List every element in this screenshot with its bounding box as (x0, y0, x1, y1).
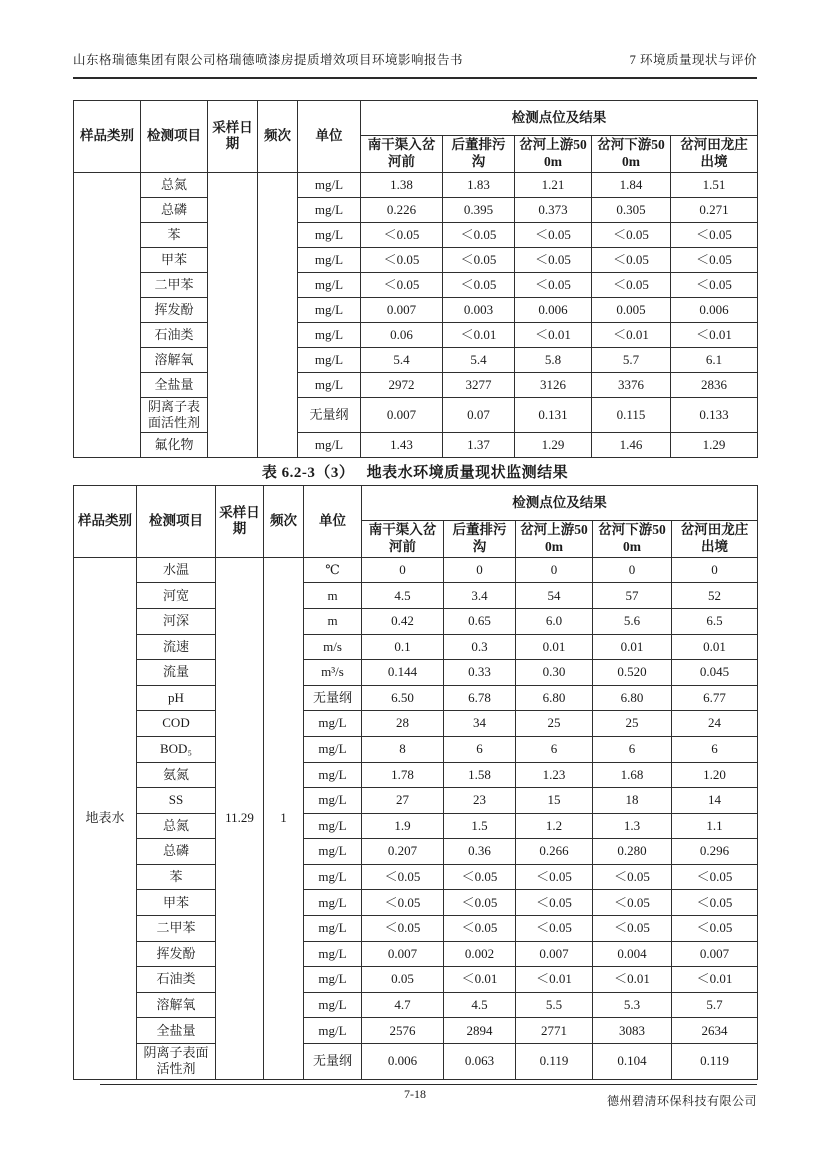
value-cell: 27 (362, 788, 444, 814)
value-cell: 0.006 (671, 297, 758, 322)
value-cell: 0.01 (593, 634, 672, 660)
unit-cell: mg/L (298, 347, 361, 372)
value-cell: 0.004 (593, 941, 672, 967)
value-cell: 1.2 (516, 813, 593, 839)
value-cell: ＜0.05 (443, 272, 515, 297)
value-cell: 0.07 (443, 397, 515, 433)
value-cell: 1.84 (592, 172, 671, 197)
value-cell: 0.005 (592, 297, 671, 322)
table-row (74, 916, 758, 942)
value-cell: 6.5 (672, 608, 758, 634)
col-header-results-group: 检测点位及结果 (361, 101, 758, 136)
table-row (74, 839, 758, 865)
col-header-freq: 频次 (258, 101, 298, 173)
value-cell: 1.20 (672, 762, 758, 788)
col-header-sample-type: 样品类别 (74, 486, 137, 558)
value-cell: 0.01 (516, 634, 593, 660)
value-cell: 34 (444, 711, 516, 737)
sample-type-cell (74, 172, 141, 458)
unit-cell: mg/L (304, 813, 362, 839)
value-cell: 0.296 (672, 839, 758, 865)
item-name-cell: 挥发酚 (137, 941, 216, 967)
value-cell: ＜0.05 (671, 272, 758, 297)
sampling-date-cell (208, 172, 258, 458)
value-cell: 0.002 (444, 941, 516, 967)
value-cell: 14 (672, 788, 758, 814)
item-name-cell: 总氮 (137, 813, 216, 839)
unit-cell: mg/L (298, 322, 361, 347)
table-row (74, 992, 758, 1018)
value-cell: 3.4 (444, 583, 516, 609)
item-name-cell: 溶解氧 (137, 992, 216, 1018)
unit-cell: mg/L (304, 992, 362, 1018)
value-cell: ＜0.05 (592, 222, 671, 247)
value-cell: ＜0.05 (443, 222, 515, 247)
col-header-site: 南干渠入岔河前 (362, 521, 444, 558)
value-cell: 25 (593, 711, 672, 737)
value-cell: ＜0.05 (362, 916, 444, 942)
value-cell: 0.280 (593, 839, 672, 865)
table-row (74, 736, 758, 762)
table-row (74, 634, 758, 660)
value-cell: 6 (444, 736, 516, 762)
table-row (74, 297, 758, 322)
value-cell: 1.1 (672, 813, 758, 839)
value-cell: ＜0.05 (593, 890, 672, 916)
value-cell: 0.119 (672, 1044, 758, 1080)
value-cell: 3126 (515, 372, 592, 397)
value-cell: 0.05 (362, 967, 444, 993)
item-name-cell: 阴离子表面活性剂 (141, 397, 208, 433)
value-cell: 6 (516, 736, 593, 762)
value-cell: 5.8 (515, 347, 592, 372)
value-cell: 0.373 (515, 197, 592, 222)
value-cell: 5.7 (592, 347, 671, 372)
value-cell: 1.5 (444, 813, 516, 839)
value-cell: 4.5 (444, 992, 516, 1018)
value-cell: 0 (593, 557, 672, 583)
value-cell: 52 (672, 583, 758, 609)
item-name-cell: 河深 (137, 608, 216, 634)
monitoring-table-1 (73, 100, 758, 458)
unit-cell: mg/L (304, 762, 362, 788)
value-cell: 0.003 (443, 297, 515, 322)
value-cell: ＜0.05 (671, 222, 758, 247)
col-header-unit: 单位 (304, 486, 362, 558)
unit-cell: 无量纲 (298, 397, 361, 433)
value-cell: 23 (444, 788, 516, 814)
unit-cell: mg/L (298, 372, 361, 397)
value-cell: ＜0.01 (443, 322, 515, 347)
value-cell: 1.58 (444, 762, 516, 788)
item-name-cell: BOD₅ (137, 736, 216, 762)
value-cell: 0.063 (444, 1044, 516, 1080)
col-header-site: 岔河下游500m (592, 136, 671, 173)
table-row (74, 197, 758, 222)
value-cell: 0.006 (362, 1044, 444, 1080)
item-name-cell: 阴离子表面活性剂 (137, 1044, 216, 1080)
value-cell: 1.37 (443, 433, 515, 458)
table-row (74, 864, 758, 890)
unit-cell: mg/L (298, 297, 361, 322)
value-cell: 8 (362, 736, 444, 762)
item-name-cell: 二甲苯 (137, 916, 216, 942)
value-cell: 0.045 (672, 660, 758, 686)
value-cell: 3083 (593, 1018, 672, 1044)
value-cell: 3277 (443, 372, 515, 397)
value-cell: ＜0.05 (515, 272, 592, 297)
table-row (74, 711, 758, 737)
value-cell: 0 (444, 557, 516, 583)
col-header-site: 岔河田龙庄出境 (671, 136, 758, 173)
value-cell: 6.77 (672, 685, 758, 711)
value-cell: 0.36 (444, 839, 516, 865)
value-cell: ＜0.05 (515, 247, 592, 272)
table-row (74, 583, 758, 609)
value-cell: 0.42 (362, 608, 444, 634)
item-name-cell: 甲苯 (137, 890, 216, 916)
value-cell: ＜0.05 (361, 222, 443, 247)
table-row (74, 557, 758, 583)
value-cell: ＜0.05 (515, 222, 592, 247)
value-cell: 4.5 (362, 583, 444, 609)
value-cell: ＜0.05 (361, 247, 443, 272)
table-row (74, 172, 758, 197)
unit-cell: mg/L (304, 967, 362, 993)
table-row (74, 397, 758, 433)
unit-cell: mg/L (304, 711, 362, 737)
unit-cell: mg/L (304, 864, 362, 890)
value-cell: 1.38 (361, 172, 443, 197)
value-cell: 1.68 (593, 762, 672, 788)
unit-cell: mg/L (304, 788, 362, 814)
item-name-cell: 河宽 (137, 583, 216, 609)
value-cell: 1.9 (362, 813, 444, 839)
value-cell: 6 (672, 736, 758, 762)
unit-cell: mg/L (298, 433, 361, 458)
item-name-cell: 总氮 (141, 172, 208, 197)
col-header-item: 检测项目 (141, 101, 208, 173)
value-cell: 0 (516, 557, 593, 583)
value-cell: 0.266 (516, 839, 593, 865)
value-cell: 1.51 (671, 172, 758, 197)
value-cell: 5.3 (593, 992, 672, 1018)
value-cell: ＜0.01 (515, 322, 592, 347)
value-cell: 0.144 (362, 660, 444, 686)
item-name-cell: COD (137, 711, 216, 737)
table-row (74, 247, 758, 272)
table-row (74, 608, 758, 634)
col-header-date: 采样日期 (208, 101, 258, 173)
item-name-cell: 甲苯 (141, 247, 208, 272)
item-name-cell: 全盐量 (137, 1018, 216, 1044)
value-cell: 54 (516, 583, 593, 609)
value-cell: 1.46 (592, 433, 671, 458)
unit-cell: mg/L (298, 197, 361, 222)
value-cell: 24 (672, 711, 758, 737)
unit-cell: mg/L (304, 1018, 362, 1044)
col-header-sample-type: 样品类别 (74, 101, 141, 173)
value-cell: ＜0.05 (361, 272, 443, 297)
unit-cell: m³/s (304, 660, 362, 686)
unit-cell: 无量纲 (304, 685, 362, 711)
value-cell: 6.78 (444, 685, 516, 711)
table-row (74, 813, 758, 839)
value-cell: ＜0.01 (593, 967, 672, 993)
value-cell: 0.207 (362, 839, 444, 865)
value-cell: 0.271 (671, 197, 758, 222)
unit-cell: m (304, 583, 362, 609)
item-name-cell: 苯 (137, 864, 216, 890)
value-cell: 0.006 (515, 297, 592, 322)
unit-cell: mg/L (298, 222, 361, 247)
page-header (73, 50, 757, 79)
value-cell: 0.133 (671, 397, 758, 433)
value-cell: 0.131 (515, 397, 592, 433)
value-cell: 1.43 (361, 433, 443, 458)
header-chapter-title: 7 环境质量现状与评价 (629, 53, 757, 67)
value-cell: 6.50 (362, 685, 444, 711)
item-name-cell: 流速 (137, 634, 216, 660)
unit-cell: m (304, 608, 362, 634)
col-header-site: 岔河田龙庄出境 (672, 521, 758, 558)
table-row (74, 1044, 758, 1080)
unit-cell: m/s (304, 634, 362, 660)
table-row (74, 222, 758, 247)
item-name-cell: 水温 (137, 557, 216, 583)
table-row (74, 322, 758, 347)
value-cell: 0 (672, 557, 758, 583)
table-row (74, 272, 758, 297)
value-cell: ＜0.05 (362, 864, 444, 890)
table-row (74, 685, 758, 711)
unit-cell: mg/L (304, 839, 362, 865)
item-name-cell: 苯 (141, 222, 208, 247)
table-row (74, 372, 758, 397)
value-cell: ＜0.05 (444, 890, 516, 916)
value-cell: ＜0.01 (516, 967, 593, 993)
col-header-site: 岔河上游500m (515, 136, 592, 173)
unit-cell: mg/L (298, 272, 361, 297)
unit-cell: 无量纲 (304, 1044, 362, 1080)
value-cell: ＜0.01 (592, 322, 671, 347)
item-name-cell: 石油类 (137, 967, 216, 993)
value-cell: 2836 (671, 372, 758, 397)
value-cell: 57 (593, 583, 672, 609)
value-cell: 6 (593, 736, 672, 762)
value-cell: ＜0.05 (592, 272, 671, 297)
value-cell: ＜0.01 (672, 967, 758, 993)
col-header-results-group: 检测点位及结果 (362, 486, 758, 521)
value-cell: 5.4 (443, 347, 515, 372)
value-cell: 0.33 (444, 660, 516, 686)
value-cell: 28 (362, 711, 444, 737)
value-cell: 18 (593, 788, 672, 814)
col-header-site: 后董排污沟 (444, 521, 516, 558)
item-name-cell: SS (137, 788, 216, 814)
value-cell: 6.1 (671, 347, 758, 372)
unit-cell: mg/L (298, 247, 361, 272)
table-row (74, 347, 758, 372)
value-cell: 0.007 (516, 941, 593, 967)
value-cell: ＜0.05 (593, 864, 672, 890)
col-header-freq: 频次 (264, 486, 304, 558)
value-cell: 5.7 (672, 992, 758, 1018)
col-header-date: 采样日期 (216, 486, 264, 558)
frequency-cell: 1 (264, 557, 304, 1079)
value-cell: ＜0.01 (671, 322, 758, 347)
value-cell: 2894 (444, 1018, 516, 1044)
value-cell: ＜0.01 (444, 967, 516, 993)
value-cell: 2576 (362, 1018, 444, 1044)
value-cell: 0.3 (444, 634, 516, 660)
col-header-site: 南干渠入岔河前 (361, 136, 443, 173)
value-cell: 0.305 (592, 197, 671, 222)
footer-page-number: 7-18 (404, 1087, 426, 1101)
value-cell: 4.7 (362, 992, 444, 1018)
value-cell: ＜0.05 (671, 247, 758, 272)
value-cell: 0.115 (592, 397, 671, 433)
unit-cell: mg/L (298, 172, 361, 197)
value-cell: ＜0.05 (672, 916, 758, 942)
value-cell: 0.119 (516, 1044, 593, 1080)
value-cell: 2972 (361, 372, 443, 397)
value-cell: 0 (362, 557, 444, 583)
value-cell: ＜0.05 (672, 890, 758, 916)
value-cell: 1.29 (515, 433, 592, 458)
value-cell: 0.007 (361, 397, 443, 433)
unit-cell: mg/L (304, 736, 362, 762)
table-row (74, 890, 758, 916)
col-header-site: 岔河上游500m (516, 521, 593, 558)
value-cell: 5.6 (593, 608, 672, 634)
value-cell: 6.0 (516, 608, 593, 634)
value-cell: 1.3 (593, 813, 672, 839)
footer-rule (100, 1084, 757, 1085)
item-name-cell: 挥发酚 (141, 297, 208, 322)
value-cell: ＜0.05 (592, 247, 671, 272)
value-cell: 2771 (516, 1018, 593, 1044)
table-row (74, 967, 758, 993)
table-row (74, 660, 758, 686)
value-cell: 6.80 (593, 685, 672, 711)
col-header-unit: 单位 (298, 101, 361, 173)
value-cell: 1.78 (362, 762, 444, 788)
value-cell: 25 (516, 711, 593, 737)
value-cell: 6.80 (516, 685, 593, 711)
value-cell: ＜0.05 (443, 247, 515, 272)
unit-cell: ℃ (304, 557, 362, 583)
item-name-cell: 流量 (137, 660, 216, 686)
table-caption: 表 6.2-3（3） 地表水环境质量现状监测结果 (261, 465, 569, 481)
value-cell: 0.104 (593, 1044, 672, 1080)
col-header-site: 后董排污沟 (443, 136, 515, 173)
unit-cell: mg/L (304, 890, 362, 916)
value-cell: 0.395 (443, 197, 515, 222)
value-cell: 5.5 (516, 992, 593, 1018)
value-cell: 1.29 (671, 433, 758, 458)
value-cell: ＜0.05 (672, 864, 758, 890)
value-cell: 0.30 (516, 660, 593, 686)
value-cell: ＜0.05 (516, 890, 593, 916)
value-cell: ＜0.05 (362, 890, 444, 916)
value-cell: 5.4 (361, 347, 443, 372)
value-cell: 1.21 (515, 172, 592, 197)
value-cell: 0.226 (361, 197, 443, 222)
item-name-cell: 氨氮 (137, 762, 216, 788)
value-cell: 15 (516, 788, 593, 814)
value-cell: 0.520 (593, 660, 672, 686)
header-report-title: 山东格瑞德集团有限公司格瑞德喷漆房提质增效项目环境影响报告书 (73, 53, 464, 67)
table-row (74, 762, 758, 788)
item-name-cell: 石油类 (141, 322, 208, 347)
value-cell: 0.06 (361, 322, 443, 347)
col-header-site: 岔河下游500m (593, 521, 672, 558)
value-cell: ＜0.05 (516, 916, 593, 942)
item-name-cell: 总磷 (137, 839, 216, 865)
value-cell: 2634 (672, 1018, 758, 1044)
item-name-cell: 溶解氧 (141, 347, 208, 372)
value-cell: 3376 (592, 372, 671, 397)
col-header-item: 检测项目 (137, 486, 216, 558)
item-name-cell: 全盐量 (141, 372, 208, 397)
value-cell: 0.65 (444, 608, 516, 634)
footer-company-name: 德州碧清环保科技有限公司 (606, 1094, 757, 1108)
sample-type-cell: 地表水 (74, 557, 137, 1079)
table-row (74, 788, 758, 814)
value-cell: 0.007 (672, 941, 758, 967)
table-row (74, 941, 758, 967)
value-cell: ＜0.05 (444, 916, 516, 942)
value-cell: 1.83 (443, 172, 515, 197)
unit-cell: mg/L (304, 916, 362, 942)
item-name-cell: 氟化物 (141, 433, 208, 458)
table-row (74, 433, 758, 458)
value-cell: 0.01 (672, 634, 758, 660)
value-cell: 0.007 (361, 297, 443, 322)
value-cell: ＜0.05 (444, 864, 516, 890)
value-cell: ＜0.05 (516, 864, 593, 890)
item-name-cell: 总磷 (141, 197, 208, 222)
value-cell: 0.1 (362, 634, 444, 660)
sampling-date-cell: 11.29 (216, 557, 264, 1079)
monitoring-table-2 (73, 485, 758, 1080)
value-cell: ＜0.05 (593, 916, 672, 942)
frequency-cell (258, 172, 298, 458)
item-name-cell: 二甲苯 (141, 272, 208, 297)
value-cell: 0.007 (362, 941, 444, 967)
item-name-cell: pH (137, 685, 216, 711)
value-cell: 1.23 (516, 762, 593, 788)
unit-cell: mg/L (304, 941, 362, 967)
table-row (74, 1018, 758, 1044)
